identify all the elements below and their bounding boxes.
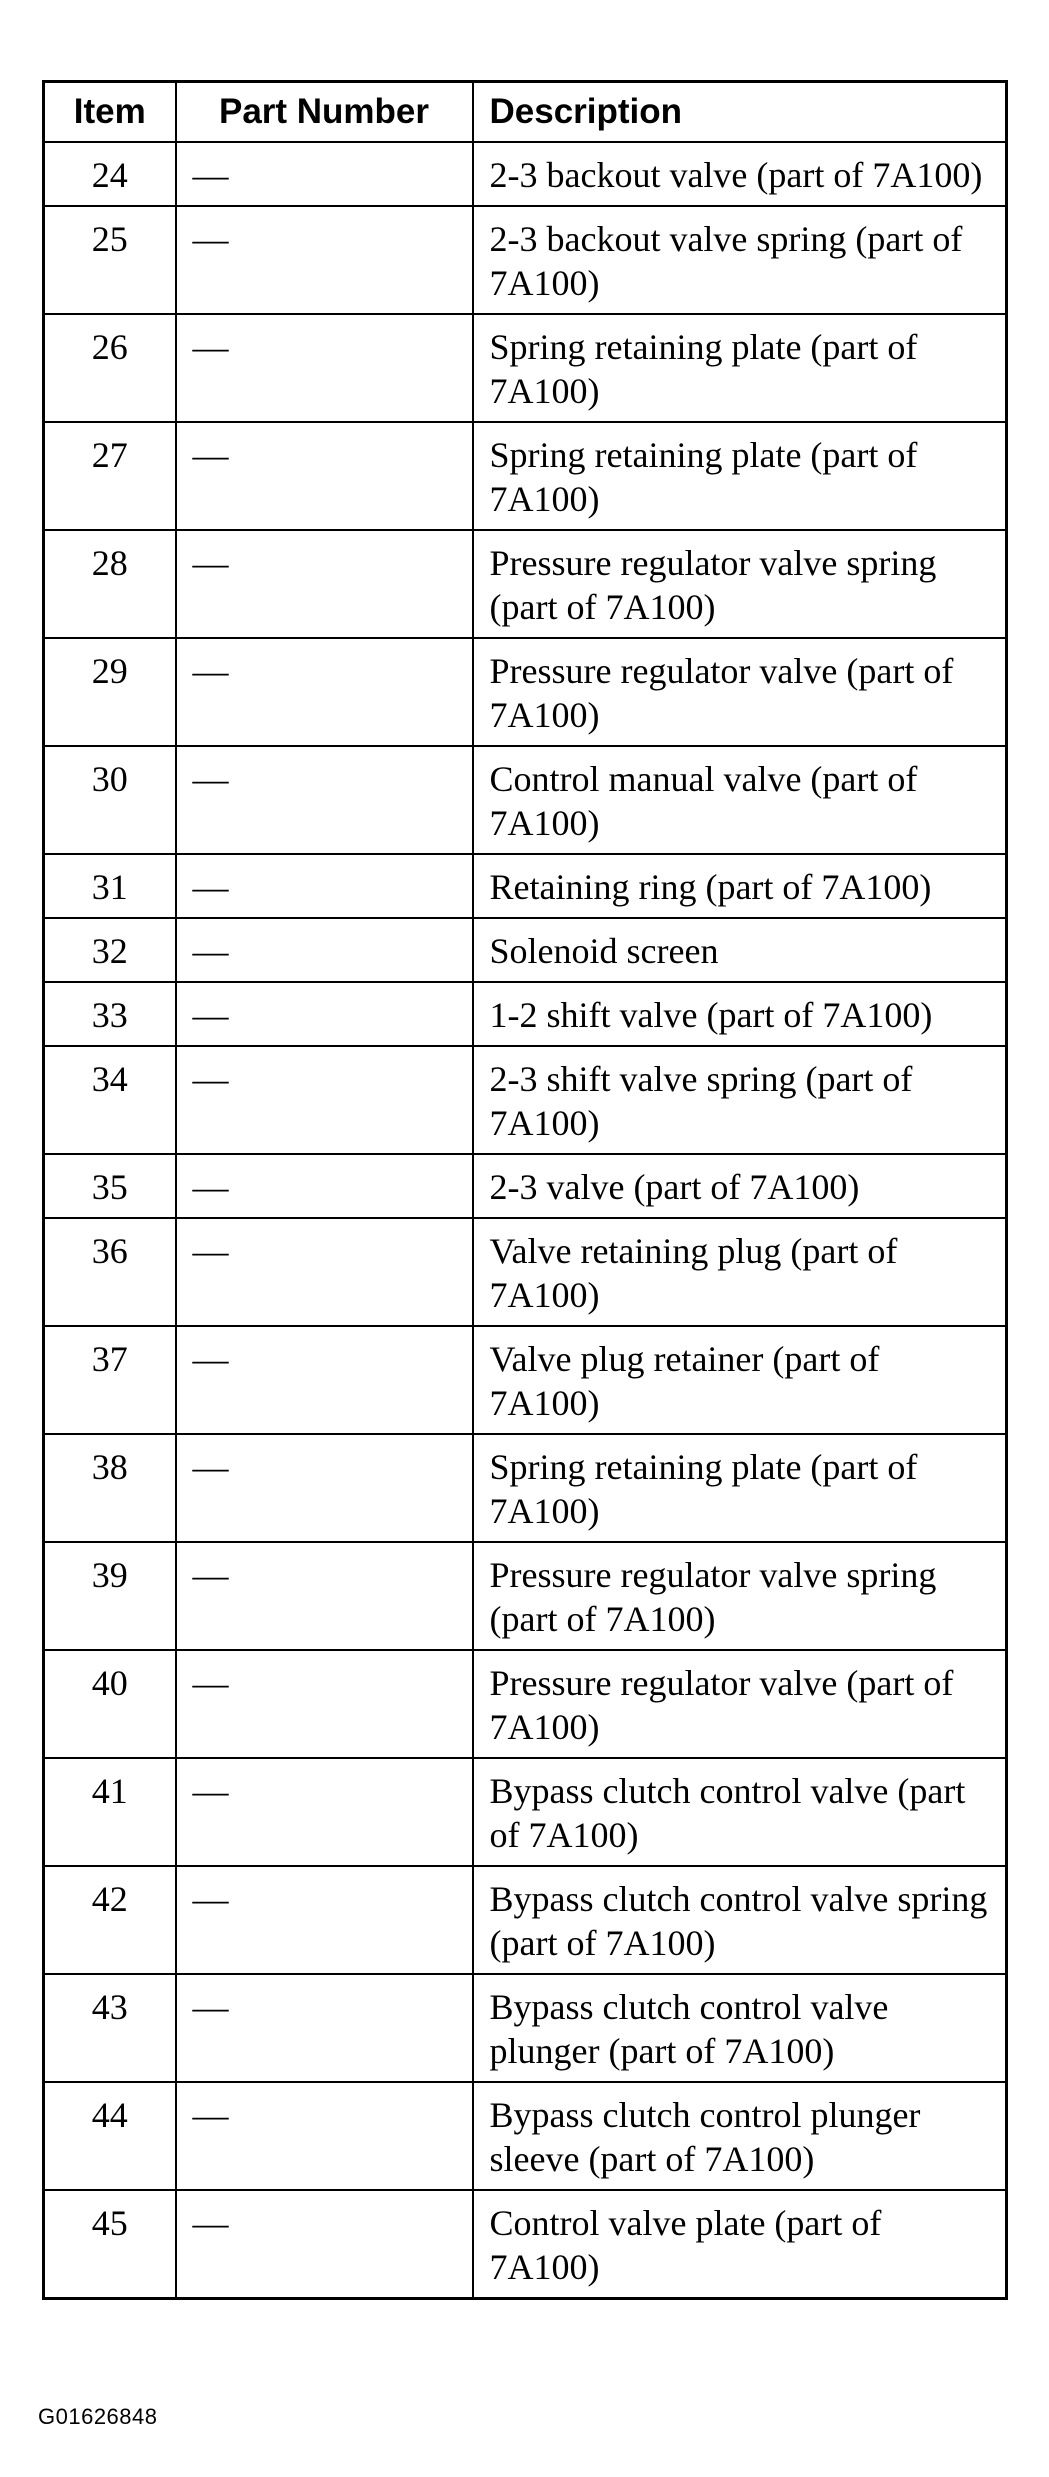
part-number-cell: — — [176, 1650, 473, 1758]
part-number-cell: — — [176, 1326, 473, 1434]
part-number-cell: — — [176, 2082, 473, 2190]
description-cell: 2-3 backout valve (part of 7A100) — [473, 142, 1007, 206]
part-number-cell: — — [176, 530, 473, 638]
description-cell: Control valve plate (part of 7A100) — [473, 2190, 1007, 2299]
table-row — [44, 1866, 1007, 1974]
table-row — [44, 314, 1007, 422]
part-number-cell: — — [176, 2190, 473, 2299]
part-number-cell: — — [176, 854, 473, 918]
part-number-cell: — — [176, 1758, 473, 1866]
table-row — [44, 1046, 1007, 1154]
part-number-cell: — — [176, 314, 473, 422]
item-cell: 28 — [44, 530, 176, 638]
description-cell: Pressure regulator valve spring (part of 7A100) — [473, 1542, 1007, 1650]
description-cell: Bypass clutch control valve spring (part of 7A100) — [473, 1866, 1007, 1974]
header-item: Item — [44, 82, 176, 143]
item-cell: 29 — [44, 638, 176, 746]
part-number-cell: — — [176, 918, 473, 982]
item-cell: 27 — [44, 422, 176, 530]
item-cell: 31 — [44, 854, 176, 918]
item-cell: 39 — [44, 1542, 176, 1650]
description-cell: Control manual valve (part of 7A100) — [473, 746, 1007, 854]
header-row — [44, 82, 1007, 143]
table-row — [44, 422, 1007, 530]
description-cell: Solenoid screen — [473, 918, 1007, 982]
item-cell: 32 — [44, 918, 176, 982]
header-description: Description — [473, 82, 1007, 143]
item-cell: 40 — [44, 1650, 176, 1758]
part-number-cell: — — [176, 1218, 473, 1326]
table-row — [44, 918, 1007, 982]
part-number-cell: — — [176, 422, 473, 530]
description-cell: Spring retaining plate (part of 7A100) — [473, 422, 1007, 530]
description-cell: 2-3 shift valve spring (part of 7A100) — [473, 1046, 1007, 1154]
description-cell: Bypass clutch control valve (part of 7A100) — [473, 1758, 1007, 1866]
part-number-cell: — — [176, 638, 473, 746]
parts-table — [42, 80, 1008, 2300]
item-cell: 36 — [44, 1218, 176, 1326]
table-row — [44, 2082, 1007, 2190]
item-cell: 45 — [44, 2190, 176, 2299]
description-cell: Pressure regulator valve (part of 7A100) — [473, 1650, 1007, 1758]
part-number-cell: — — [176, 746, 473, 854]
item-cell: 43 — [44, 1974, 176, 2082]
table-row — [44, 142, 1007, 206]
table-row — [44, 1542, 1007, 1650]
item-cell: 38 — [44, 1434, 176, 1542]
description-cell: Bypass clutch control valve plunger (part of 7A100) — [473, 1974, 1007, 2082]
part-number-cell: — — [176, 1974, 473, 2082]
table-row — [44, 1218, 1007, 1326]
table-body — [44, 142, 1007, 2299]
item-cell: 34 — [44, 1046, 176, 1154]
table-row — [44, 1434, 1007, 1542]
item-cell: 42 — [44, 1866, 176, 1974]
part-number-cell: — — [176, 1154, 473, 1218]
part-number-cell: — — [176, 206, 473, 314]
description-cell: Valve plug retainer (part of 7A100) — [473, 1326, 1007, 1434]
table-header — [44, 82, 1007, 143]
item-cell: 25 — [44, 206, 176, 314]
header-part-number: Part Number — [176, 82, 473, 143]
description-cell: Spring retaining plate (part of 7A100) — [473, 314, 1007, 422]
table-row — [44, 2190, 1007, 2299]
description-cell: Spring retaining plate (part of 7A100) — [473, 1434, 1007, 1542]
description-cell: Pressure regulator valve (part of 7A100) — [473, 638, 1007, 746]
part-number-cell: — — [176, 1866, 473, 1974]
description-cell: Valve retaining plug (part of 7A100) — [473, 1218, 1007, 1326]
part-number-cell: — — [176, 1434, 473, 1542]
table-row — [44, 854, 1007, 918]
table-row — [44, 1974, 1007, 2082]
description-cell: Pressure regulator valve spring (part of 7A100) — [473, 530, 1007, 638]
part-number-cell: — — [176, 1046, 473, 1154]
item-cell: 41 — [44, 1758, 176, 1866]
description-cell: 1-2 shift valve (part of 7A100) — [473, 982, 1007, 1046]
description-cell: 2-3 backout valve spring (part of 7A100) — [473, 206, 1007, 314]
item-cell: 30 — [44, 746, 176, 854]
part-number-cell: — — [176, 142, 473, 206]
item-cell: 26 — [44, 314, 176, 422]
table-row — [44, 746, 1007, 854]
table-row — [44, 206, 1007, 314]
part-number-cell: — — [176, 982, 473, 1046]
item-cell: 33 — [44, 982, 176, 1046]
table-row — [44, 1650, 1007, 1758]
item-cell: 44 — [44, 2082, 176, 2190]
description-cell: 2-3 valve (part of 7A100) — [473, 1154, 1007, 1218]
table-row — [44, 982, 1007, 1046]
figure-id: G01626848 — [38, 2404, 158, 2429]
item-cell: 35 — [44, 1154, 176, 1218]
table-row — [44, 1758, 1007, 1866]
table-row — [44, 638, 1007, 746]
item-cell: 37 — [44, 1326, 176, 1434]
item-cell: 24 — [44, 142, 176, 206]
table-row — [44, 1154, 1007, 1218]
description-cell: Bypass clutch control plunger sleeve (part of 7A100) — [473, 2082, 1007, 2190]
table-row — [44, 1326, 1007, 1434]
table-row — [44, 530, 1007, 638]
description-cell: Retaining ring (part of 7A100) — [473, 854, 1007, 918]
part-number-cell: — — [176, 1542, 473, 1650]
